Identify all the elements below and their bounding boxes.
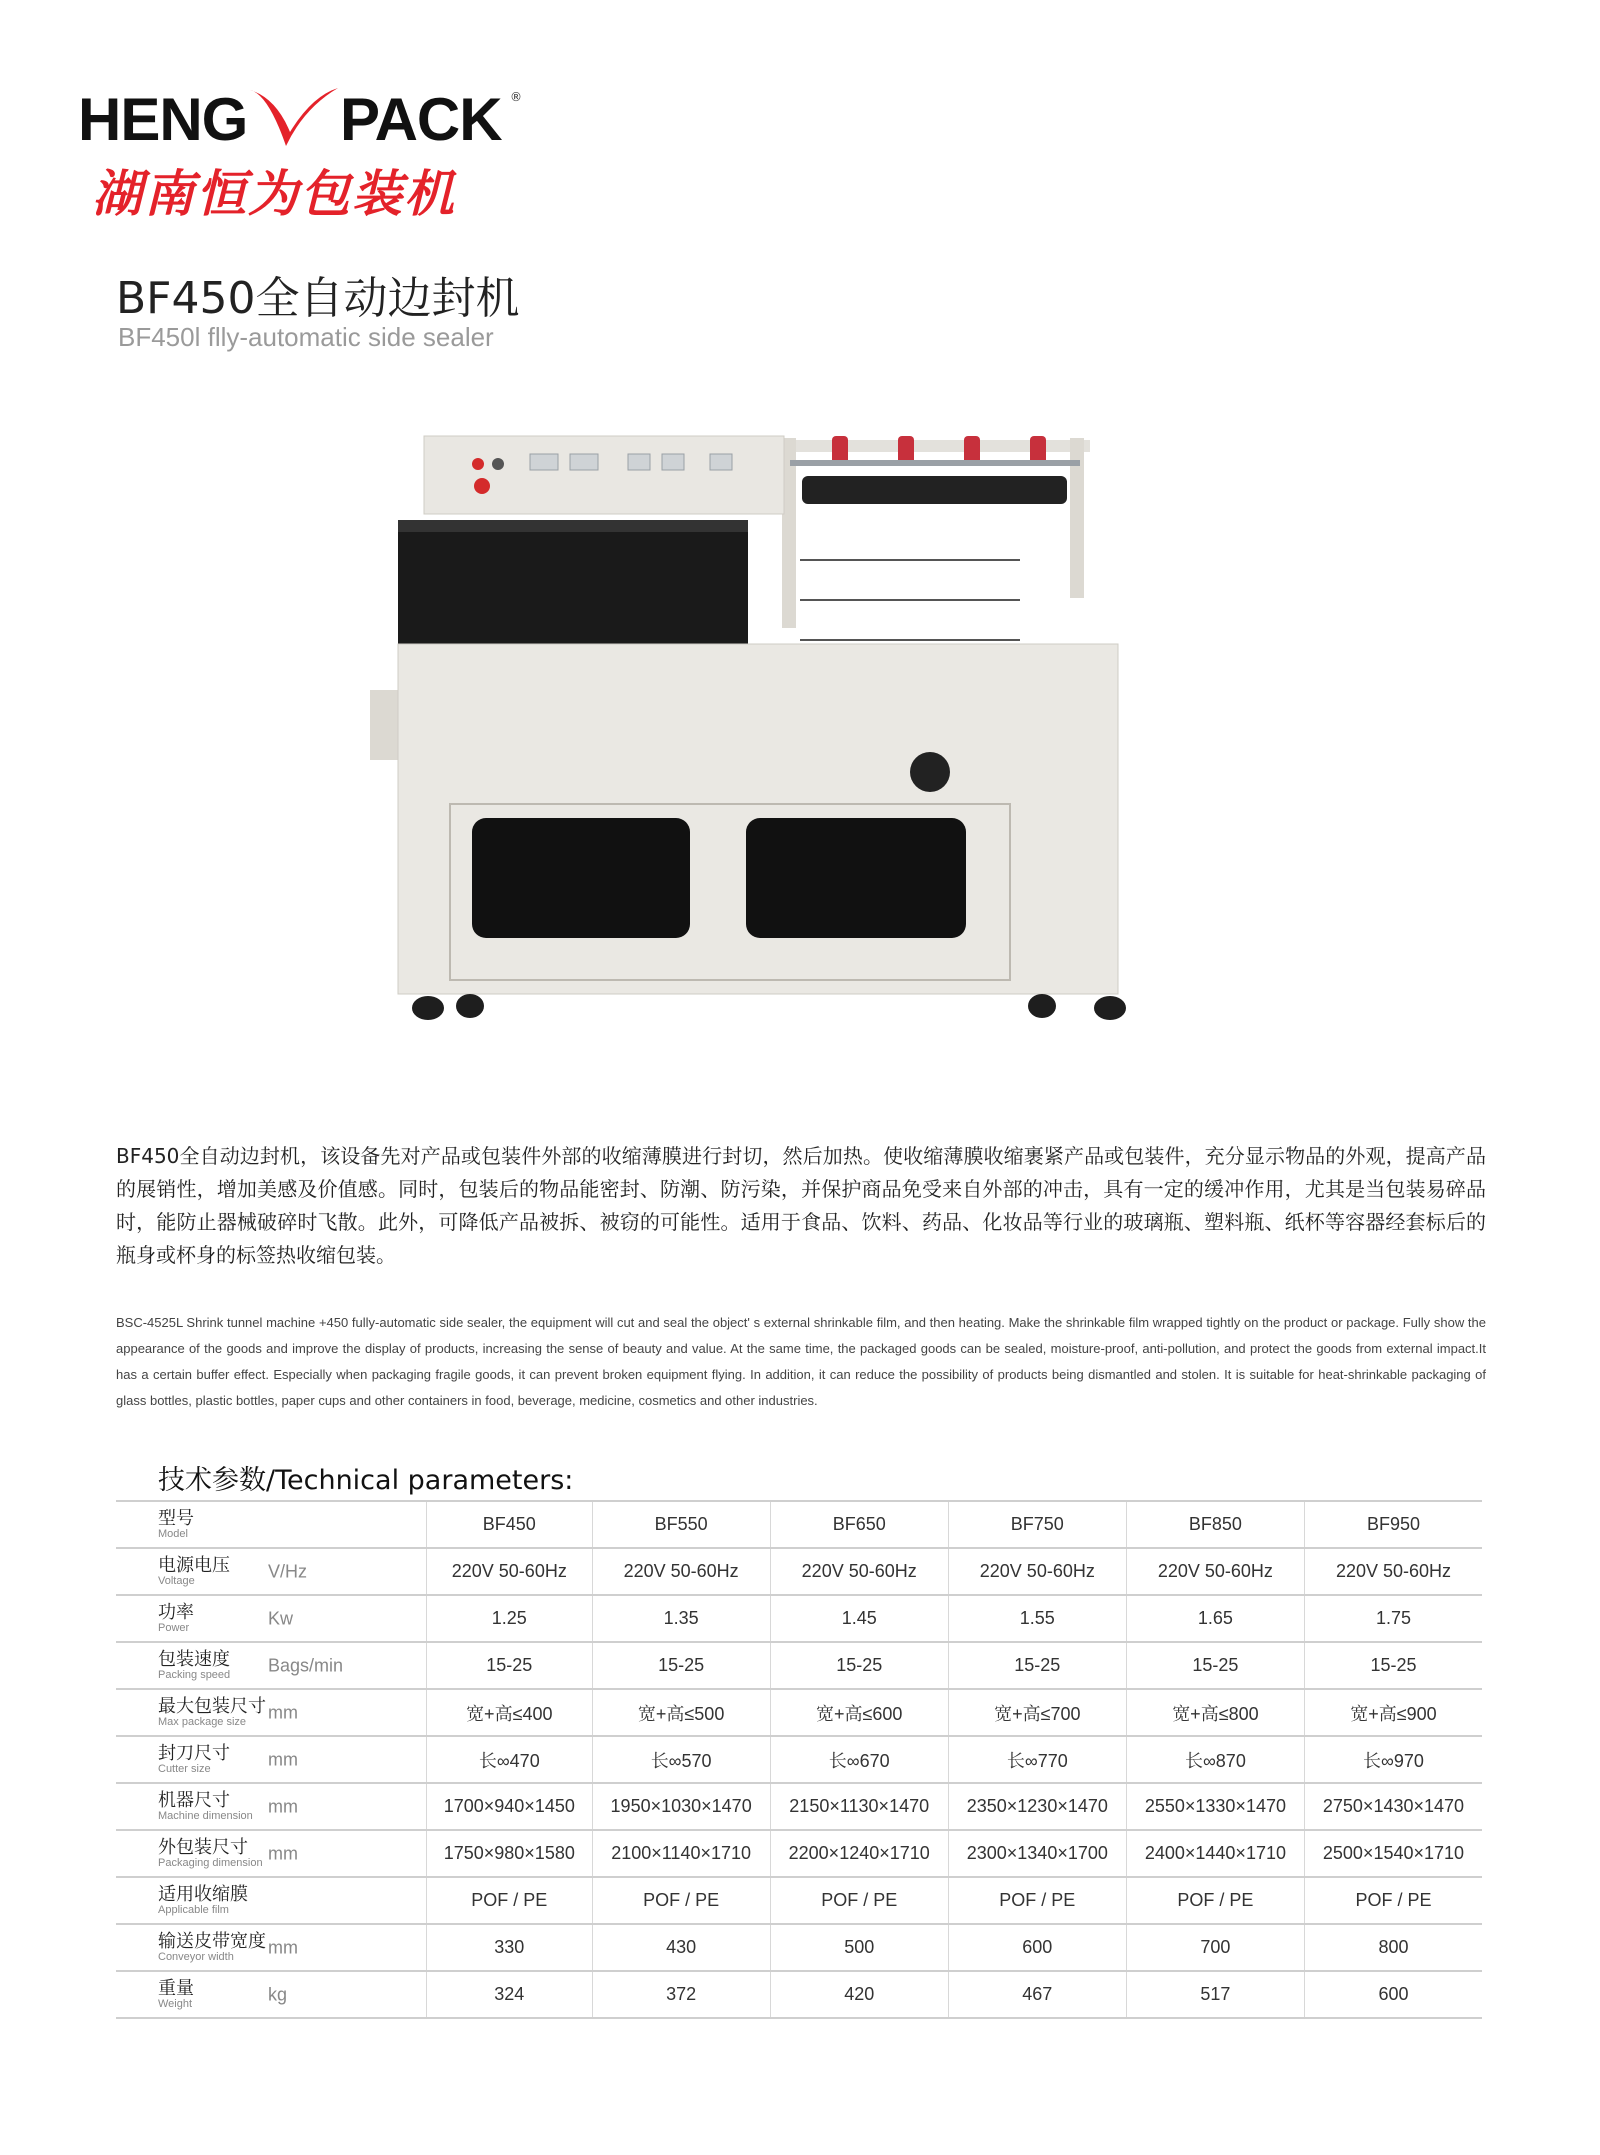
value-cell: 宽+高≤500 xyxy=(592,1689,770,1736)
value-cell: 600 xyxy=(948,1924,1126,1971)
page-title: BF450全自动边封机 xyxy=(116,273,520,324)
row-label-cn: 适用收缩膜 xyxy=(158,1883,248,1905)
value-cell: 2350×1230×1470 xyxy=(948,1783,1126,1830)
row-label-en: Power xyxy=(158,1621,190,1634)
row-unit: Bags/min xyxy=(268,1655,344,1675)
table-row xyxy=(116,1783,1482,1830)
value-cell: 1.45 xyxy=(770,1595,948,1642)
value-cell: 长∞670 xyxy=(770,1736,948,1783)
value-cell: POF / PE xyxy=(427,1877,593,1924)
value-cell: 500 xyxy=(770,1924,948,1971)
row-label-cn: 封刀尺寸 xyxy=(158,1742,230,1764)
row-label xyxy=(116,1971,427,2018)
value-cell: 430 xyxy=(592,1924,770,1971)
description-english: BSC-4525L Shrink tunnel machine +450 fully-automatic side sealer, the equipment will cut and seal the object' s external shrinkable film, and then heating. Make the shrinkable film wrapped tightly on the product or package. Fully show the appearance of the goods and improve the display of products, increasing the sense of beauty and value. At the same time, the packaged goods can be sealed, moisture-proof, anti-pollution, and protect the goods from external impact.It has a certain buffer effect. Especially when packaging fragile goods, it can prevent broken equipment flying. In addition, it can reduce the possibility of products being dismantled and stolen. It is suitable for heat-shrinkable packaging of glass bottles, plastic bottles, paper cups and other containers in food, beverage, medicine, cosmetics and other industries. xyxy=(116,1315,1486,1408)
row-label-en: Packing speed xyxy=(158,1668,231,1681)
row-label-en: Model xyxy=(158,1527,188,1540)
row-label xyxy=(116,1783,427,1830)
row-label-cn: 电源电压 xyxy=(158,1554,230,1576)
logo-v-icon xyxy=(246,84,342,156)
value-cell: 220V 50-60Hz xyxy=(1126,1548,1304,1595)
value-cell: 15-25 xyxy=(770,1642,948,1689)
machine-image xyxy=(370,420,1170,1030)
value-cell: 2400×1440×1710 xyxy=(1126,1830,1304,1877)
value-cell: 15-25 xyxy=(592,1642,770,1689)
row-label-en: Max package size xyxy=(158,1715,247,1728)
value-cell: 372 xyxy=(592,1971,770,2018)
value-cell: 220V 50-60Hz xyxy=(592,1548,770,1595)
brand-logo xyxy=(78,86,538,223)
value-cell: POF / PE xyxy=(1126,1877,1304,1924)
row-label xyxy=(116,1877,427,1924)
value-cell: 1.55 xyxy=(948,1595,1126,1642)
table-row xyxy=(116,1971,1482,2018)
row-label xyxy=(116,1689,427,1736)
row-label-cn: 功率 xyxy=(158,1601,194,1623)
value-cell: 长∞870 xyxy=(1126,1736,1304,1783)
description-chinese: BF450全自动边封机，该设备先对产品或包装件外部的收缩薄膜进行封切，然后加热。使收缩薄膜收缩裹紧产品或包装件，充分显示物品的外观，提高产品的展销性，增加美感及价值感。同时，包装后的物品能密封、防潮、防污染，并保护商品免受来自外部的冲击，具有一定的缓冲作用，尤其是当包装易碎品时，能防止器械破碎时飞散。此外，可降低产品被拆、被窃的可能性。适用于食品、饮料、药品、化妆品等行业的玻璃瓶、塑料瓶、纸杯等容器经套标后的瓶身或杯身的标签热收缩包装。 xyxy=(116,1144,1486,1267)
row-label-cn: 重量 xyxy=(158,1977,194,1999)
table-row xyxy=(116,1595,1482,1642)
value-cell: 15-25 xyxy=(427,1642,593,1689)
row-label-cn: 机器尺寸 xyxy=(158,1789,230,1811)
row-label-en: Cutter size xyxy=(158,1762,211,1775)
row-unit: mm xyxy=(268,1749,298,1769)
value-cell: 220V 50-60Hz xyxy=(427,1548,593,1595)
value-cell: 2150×1130×1470 xyxy=(770,1783,948,1830)
row-label-cn: 型号 xyxy=(158,1507,194,1529)
value-cell: POF / PE xyxy=(948,1877,1126,1924)
logo-chinese-name: 湖南恒为包装机 xyxy=(92,165,456,223)
row-label-cn: 输送皮带宽度 xyxy=(158,1930,266,1952)
value-cell: 220V 50-60Hz xyxy=(770,1548,948,1595)
value-cell: 324 xyxy=(427,1971,593,2018)
value-cell: 1950×1030×1470 xyxy=(592,1783,770,1830)
value-cell: 1.35 xyxy=(592,1595,770,1642)
model-cell: BF450 xyxy=(427,1501,593,1548)
value-cell: 1.25 xyxy=(427,1595,593,1642)
spec-table-body xyxy=(116,1501,1482,2018)
value-cell: 700 xyxy=(1126,1924,1304,1971)
value-cell: 15-25 xyxy=(1304,1642,1482,1689)
model-cell: BF650 xyxy=(770,1501,948,1548)
table-row xyxy=(116,1877,1482,1924)
row-unit: mm xyxy=(268,1937,298,1957)
row-label-en: Applicable film xyxy=(158,1903,229,1916)
value-cell: 宽+高≤600 xyxy=(770,1689,948,1736)
value-cell: POF / PE xyxy=(1304,1877,1482,1924)
value-cell: 2550×1330×1470 xyxy=(1126,1783,1304,1830)
model-cell: BF950 xyxy=(1304,1501,1482,1548)
value-cell: 宽+高≤900 xyxy=(1304,1689,1482,1736)
table-row xyxy=(116,1689,1482,1736)
value-cell: 1750×980×1580 xyxy=(427,1830,593,1877)
logo-word-heng: HENG xyxy=(78,86,248,153)
value-cell: 600 xyxy=(1304,1971,1482,2018)
table-row xyxy=(116,1924,1482,1971)
value-cell: POF / PE xyxy=(770,1877,948,1924)
value-cell: 1700×940×1450 xyxy=(427,1783,593,1830)
row-label xyxy=(116,1595,427,1642)
value-cell: 长∞570 xyxy=(592,1736,770,1783)
value-cell: 1.65 xyxy=(1126,1595,1304,1642)
table-row xyxy=(116,1830,1482,1877)
value-cell: 220V 50-60Hz xyxy=(948,1548,1126,1595)
value-cell: 2500×1540×1710 xyxy=(1304,1830,1482,1877)
value-cell: 1.75 xyxy=(1304,1595,1482,1642)
row-unit: mm xyxy=(268,1796,298,1816)
row-label xyxy=(116,1548,427,1595)
row-label xyxy=(116,1736,427,1783)
spec-table xyxy=(116,1500,1482,2019)
value-cell: 宽+高≤800 xyxy=(1126,1689,1304,1736)
row-unit: V/Hz xyxy=(268,1561,308,1581)
model-cell: BF850 xyxy=(1126,1501,1304,1548)
registered-mark: ® xyxy=(510,90,522,104)
value-cell: 330 xyxy=(427,1924,593,1971)
row-label-en: Weight xyxy=(158,1997,193,2010)
value-cell: 15-25 xyxy=(1126,1642,1304,1689)
value-cell: POF / PE xyxy=(592,1877,770,1924)
row-label xyxy=(116,1924,427,1971)
model-cell: BF750 xyxy=(948,1501,1126,1548)
row-unit: Kw xyxy=(268,1608,294,1628)
value-cell: 宽+高≤700 xyxy=(948,1689,1126,1736)
params-heading: 技术参数/Technical parameters: xyxy=(158,1465,574,1496)
row-label-cn: 最大包装尺寸 xyxy=(158,1695,266,1717)
page-subtitle: BF450l flly-automatic side sealer xyxy=(118,322,494,352)
value-cell: 2750×1430×1470 xyxy=(1304,1783,1482,1830)
row-label xyxy=(116,1830,427,1877)
value-cell: 517 xyxy=(1126,1971,1304,2018)
value-cell: 220V 50-60Hz xyxy=(1304,1548,1482,1595)
row-label xyxy=(116,1642,427,1689)
table-row xyxy=(116,1642,1482,1689)
row-label-cn: 外包装尺寸 xyxy=(158,1836,248,1858)
table-row xyxy=(116,1548,1482,1595)
row-label-en: Machine dimension xyxy=(158,1809,253,1822)
value-cell: 长∞470 xyxy=(427,1736,593,1783)
value-cell: 2100×1140×1710 xyxy=(592,1830,770,1877)
table-row-model xyxy=(116,1501,1482,1548)
value-cell: 420 xyxy=(770,1971,948,2018)
value-cell: 长∞970 xyxy=(1304,1736,1482,1783)
row-label-en: Conveyor width xyxy=(158,1950,234,1963)
row-label-cn: 包装速度 xyxy=(158,1648,230,1670)
row-unit: kg xyxy=(268,1984,288,2004)
row-unit: mm xyxy=(268,1843,298,1863)
value-cell: 800 xyxy=(1304,1924,1482,1971)
value-cell: 2300×1340×1700 xyxy=(948,1830,1126,1877)
table-row xyxy=(116,1736,1482,1783)
row-unit: mm xyxy=(268,1702,298,1722)
value-cell: 2200×1240×1710 xyxy=(770,1830,948,1877)
row-label-en: Packaging dimension xyxy=(158,1856,263,1869)
row-label xyxy=(116,1501,427,1548)
value-cell: 15-25 xyxy=(948,1642,1126,1689)
row-label-en: Voltage xyxy=(158,1574,195,1587)
value-cell: 宽+高≤400 xyxy=(427,1689,593,1736)
model-cell: BF550 xyxy=(592,1501,770,1548)
logo-word-pack: PACK xyxy=(340,86,502,153)
value-cell: 467 xyxy=(948,1971,1126,2018)
value-cell: 长∞770 xyxy=(948,1736,1126,1783)
